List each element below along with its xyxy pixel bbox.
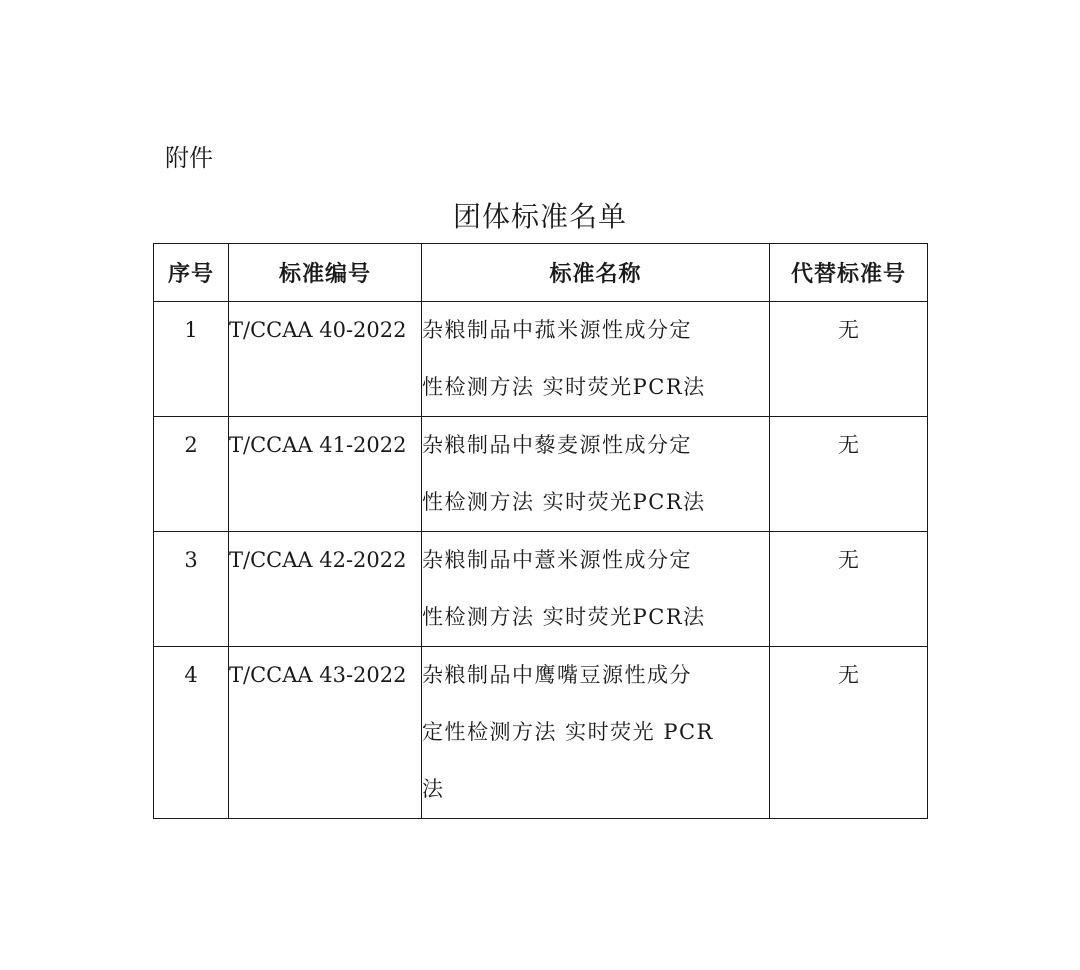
replaced-standard-cell: 无 (770, 647, 928, 819)
standard-name-line: 定性检测方法 实时荧光 PCR (422, 720, 714, 744)
standard-name-line: 杂粮制品中鹰嘴豆源性成分 (422, 663, 692, 687)
standard-name-line: 性检测方法 实时荧光PCR法 (422, 490, 706, 514)
serial-cell: 3 (154, 532, 229, 647)
standard-name-cell (422, 532, 770, 647)
table-row (154, 647, 928, 819)
standard-name-cell (422, 417, 770, 532)
standard-code-cell: T/CCAA 42-2022 (229, 532, 422, 647)
replaced-standard-cell: 无 (770, 532, 928, 647)
replaced-standard-cell: 无 (770, 302, 928, 417)
standard-name-line: 法 (422, 777, 445, 801)
standard-code-cell: T/CCAA 43-2022 (229, 647, 422, 819)
standard-name-cell (422, 647, 770, 819)
header-serial: 序号 (154, 244, 229, 302)
standard-name-line: 杂粮制品中薏米源性成分定 (422, 548, 692, 572)
header-replaced-standard: 代替标准号 (770, 244, 928, 302)
serial-cell: 2 (154, 417, 229, 532)
standard-name-line: 杂粮制品中藜麦源性成分定 (422, 433, 692, 457)
table-row (154, 417, 928, 532)
standard-name-cell (422, 302, 770, 417)
standard-name-line: 性检测方法 实时荧光PCR法 (422, 605, 706, 629)
standard-code-cell: T/CCAA 40-2022 (229, 302, 422, 417)
table-row (154, 302, 928, 417)
header-standard-code: 标准编号 (229, 244, 422, 302)
standard-name-line: 性检测方法 实时荧光PCR法 (422, 375, 706, 399)
table-header-row (154, 244, 928, 302)
standard-code-cell: T/CCAA 41-2022 (229, 417, 422, 532)
standards-table (153, 243, 928, 819)
table-row (154, 532, 928, 647)
serial-cell: 4 (154, 647, 229, 819)
serial-cell: 1 (154, 302, 229, 417)
replaced-standard-cell: 无 (770, 417, 928, 532)
header-standard-name: 标准名称 (422, 244, 770, 302)
document-title: 团体标准名单 (452, 200, 627, 233)
standard-name-line: 杂粮制品中菰米源性成分定 (422, 318, 692, 342)
attachment-label: 附件 (165, 144, 213, 172)
